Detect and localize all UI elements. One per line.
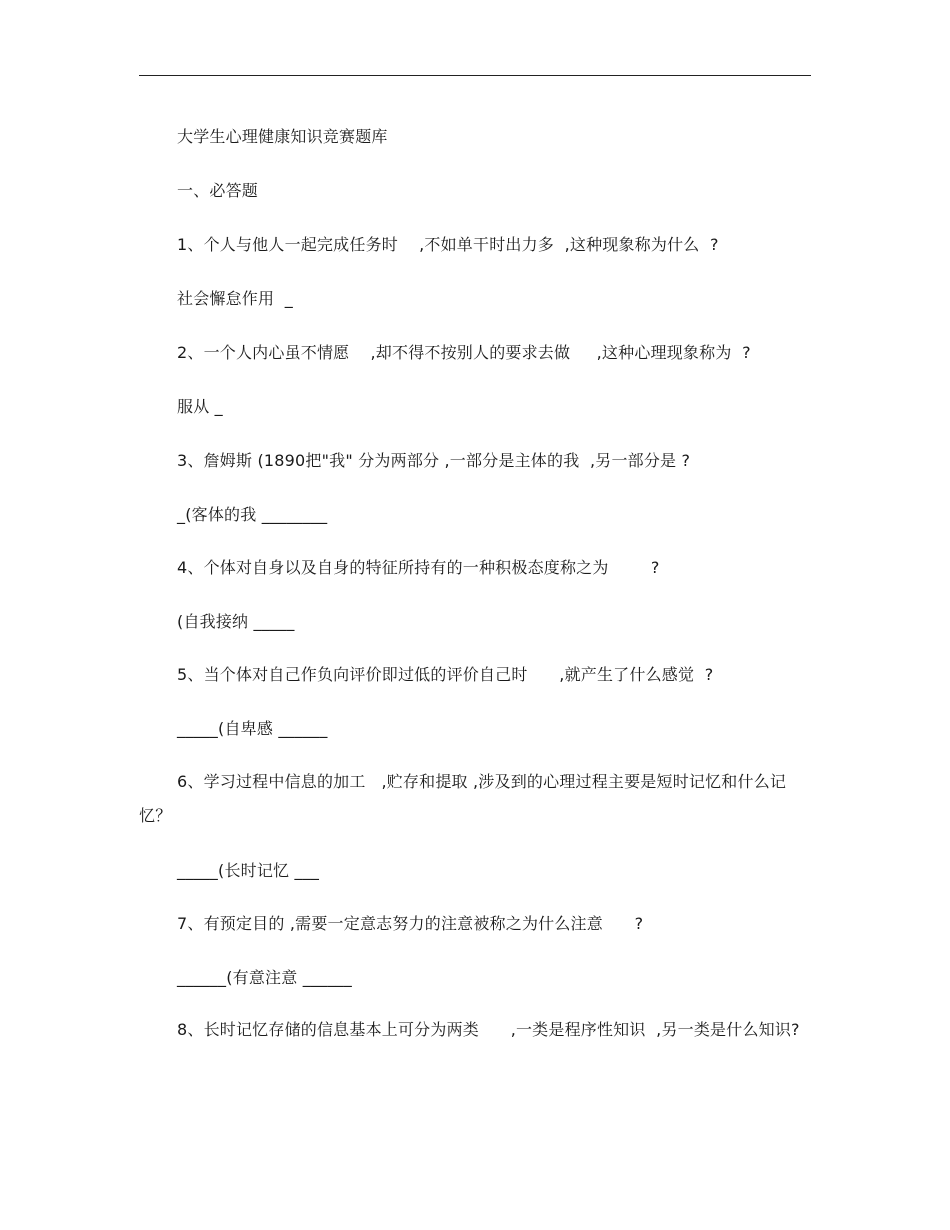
answer-1: 社会懈怠作用 _: [177, 289, 293, 308]
section-heading: 一、必答题: [177, 181, 259, 200]
answer-6: _____(长时记忆 ___: [177, 861, 320, 880]
question-8: 8、长时记忆存储的信息基本上可分为两类 ,一类是程序性知识 ,另一类是什么知识?: [177, 1020, 800, 1039]
question-3: 3、詹姆斯 (1890把"我" 分为两部分 ,一部分是主体的我 ,另一部分是 ?: [177, 451, 691, 470]
answer-3: _(客体的我 ________: [177, 505, 328, 524]
question-1: 1、个人与他人一起完成任务时 ,不如单干时出力多 ,这种现象称为什么 ?: [177, 235, 719, 254]
answer-5: _____(自卑感 ______: [177, 719, 328, 738]
document-title: 大学生心理健康知识竞赛题库: [177, 127, 388, 146]
question-7: 7、有预定目的 ,需要一定意志努力的注意被称之为什么注意 ?: [177, 914, 644, 933]
answer-4: (自我接纳 _____: [177, 612, 295, 631]
question-6: 6、学习过程中信息的加工 ,贮存和提取 ,涉及到的心理过程主要是短时记忆和什么记忆？: [139, 772, 787, 825]
answer-2: 服从 _: [177, 397, 223, 416]
question-5: 5、当个体对自己作负向评价即过低的评价自己时 ,就产生了什么感觉 ?: [177, 665, 714, 684]
header-rule: [139, 75, 811, 76]
question-4: 4、个体对自身以及自身的特征所持有的一种积极态度称之为 ?: [177, 558, 660, 577]
question-2: 2、一个人内心虽不情愿 ,却不得不按别人的要求去做 ,这种心理现象称为 ?: [177, 343, 751, 362]
answer-7: ______(有意注意 ______: [177, 968, 352, 987]
